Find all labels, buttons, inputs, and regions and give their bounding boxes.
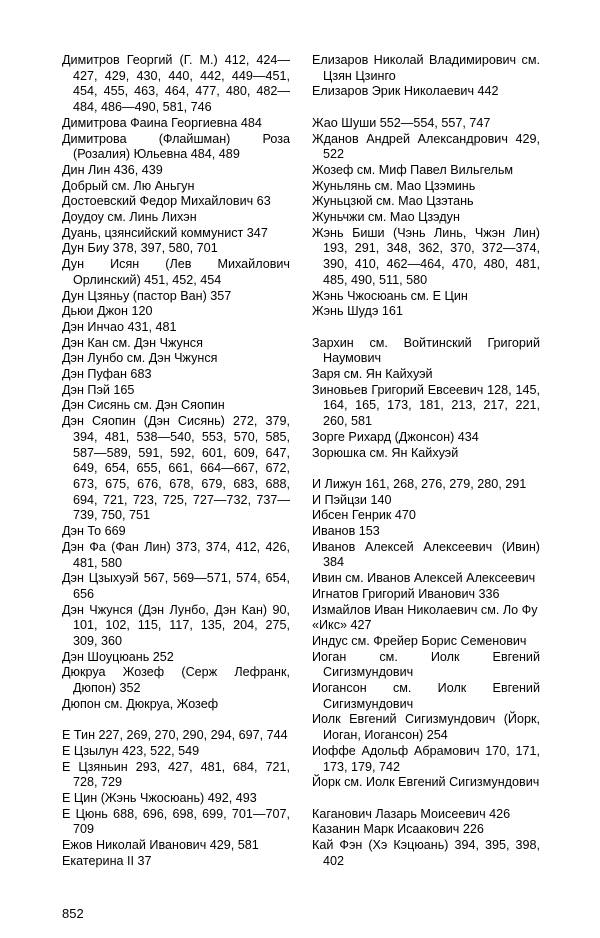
index-group bbox=[312, 807, 540, 870]
index-entry: Жданов Андрей Александрович 429, 522 bbox=[312, 131, 540, 162]
index-entry: Дэн То 669 bbox=[62, 524, 126, 539]
group-spacer bbox=[312, 100, 540, 116]
index-entry: Дин Лин 436, 439 bbox=[62, 162, 163, 177]
index-entry: Кай Фэн (Хэ Кэцюань) 394, 395, 398, 402 bbox=[312, 838, 540, 868]
index-entry: Дэн Лунбо см. Дэн Чжунся bbox=[62, 351, 218, 366]
index-entry: Е Тин 227, 269, 270, 290, 294, 697, 744 bbox=[62, 728, 288, 743]
index-entry: Дун Исян (Лев Михайлович Орлинский) 451, 452, 454 bbox=[62, 257, 290, 287]
index-entry: Димитрова Фаина Георгиевна 484 bbox=[62, 115, 262, 130]
index-entry: Доудоу см. Линь Лихэн bbox=[62, 210, 197, 225]
index-entry: Жэнь Шудэ 161 bbox=[312, 304, 403, 319]
index-group bbox=[62, 728, 290, 869]
index-entry: Екатерина II 37 bbox=[62, 853, 152, 868]
index-entry: Дэн Пэй 165 bbox=[62, 382, 135, 397]
index-entry: Казанин Марк Исаакович 226 bbox=[312, 822, 484, 837]
index-entry: Жэнь Чжосюань см. Е Цин bbox=[312, 288, 468, 303]
page-number: 852 bbox=[62, 906, 84, 921]
index-entry: «Икс» 427 bbox=[312, 618, 372, 633]
group-spacer bbox=[312, 791, 540, 807]
index-entry: Ивин см. Иванов Алексей Алексеевич bbox=[312, 571, 536, 586]
index-entry: Дэн Кан см. Дэн Чжунся bbox=[62, 335, 203, 350]
index-entry: Дэн Фа (Фан Лин) 373, 374, 412, 426, 481, 580 bbox=[62, 539, 290, 570]
index-entry: Е Цин (Жэнь Чжосюань) 492, 493 bbox=[62, 791, 257, 806]
index-entry: Достоевский Федор Михайлович 63 bbox=[62, 194, 271, 209]
index-entry: Дэн Сяопин (Дэн Сисянь) 272, 379, 394, 481, 538—540, 553, 570, 585, 587—589, 591, 592, 601, 609, 647, 649, 654, 655, 661, 664—667, 672, 673, 675, 676, 678, 679, 683, 688, 694, 721, 723, 725, 727—732, 737—739, 750, 751 bbox=[62, 414, 290, 523]
index-entry: Ибсен Генрик 470 bbox=[312, 508, 416, 523]
index-entry: Жозеф см. Миф Павел Вильгельм bbox=[312, 162, 514, 177]
index-entry: Димитров Георгий (Г. М.) 412, 424—427, 429, 430, 440, 442, 449—451, 454, 455, 463, 464, 477, 480, 482—484, 486—490, 581, 746 bbox=[62, 53, 290, 115]
index-entry: Дьюи Джон 120 bbox=[62, 304, 153, 319]
index-entry: Жуньчжи см. Мао Цзэдун bbox=[312, 210, 460, 225]
index-entry: Дэн Инчао 431, 481 bbox=[62, 319, 177, 334]
index-entry: Жуньлянь см. Мао Цзэминь bbox=[312, 178, 476, 193]
index-column-right bbox=[312, 53, 540, 870]
index-entry: Е Цзяньин 293, 427, 481, 684, 721, 728, 729 bbox=[62, 759, 290, 790]
index-entry: Е Цюнь 688, 696, 698, 699, 701—707, 709 bbox=[62, 806, 290, 837]
index-entry: Димитрова (Флайшман) Роза (Розалия) Юльевна 484, 489 bbox=[62, 131, 290, 162]
index-group bbox=[312, 116, 540, 320]
index-column-left bbox=[62, 53, 290, 870]
index-entry: Елизаров Эрик Николаевич 442 bbox=[312, 84, 499, 99]
index-entry: Елизаров Николай Владимирович см. Цзян Цзинго bbox=[312, 53, 540, 83]
index-entry: И Лижун 161, 268, 276, 279, 280, 291 bbox=[312, 476, 527, 491]
index-entry: Ежов Николай Иванович 429, 581 bbox=[62, 838, 259, 853]
index-group bbox=[312, 336, 540, 462]
index-entry: Дун Биу 378, 397, 580, 701 bbox=[62, 241, 218, 256]
index-entry: Иоффе Адольф Абрамович 170, 171, 173, 179, 742 bbox=[312, 743, 540, 774]
index-entry: Дэн Цзыхуэй 567, 569—571, 574, 654, 656 bbox=[62, 571, 290, 601]
index-entry: Жэнь Биши (Чэнь Линь, Чжэн Лин) 193, 291, 348, 362, 370, 372—374, 390, 410, 462—464, 470, 480, 481, 485, 490, 511, 580 bbox=[312, 225, 540, 287]
index-entry: Иоган см. Иолк Евгений Сигизмундович bbox=[312, 649, 540, 680]
index-entry: И Пэйцзи 140 bbox=[312, 492, 392, 507]
index-entry: Каганович Лазарь Моисеевич 426 bbox=[312, 806, 511, 821]
index-group bbox=[312, 477, 540, 791]
index-entry: Заря см. Ян Кайхуэй bbox=[312, 367, 433, 382]
group-spacer bbox=[62, 713, 290, 729]
index-entry: Жао Шуши 552—554, 557, 747 bbox=[312, 115, 491, 130]
index-entry: Иванов 153 bbox=[312, 524, 380, 539]
group-spacer bbox=[312, 461, 540, 477]
index-entry: Иогансон см. Иолк Евгений Сигизмундович bbox=[312, 681, 540, 711]
index-entry: Дэн Чжунся (Дэн Лунбо, Дэн Кан) 90, 101, 102, 115, 117, 135, 204, 275, 309, 360 bbox=[62, 602, 290, 649]
index-entry: Йорк см. Иолк Евгений Сигизмундович bbox=[312, 775, 540, 790]
index-entry: Зархин см. Войтинский Григорий Наумович bbox=[312, 335, 540, 366]
index-entry: Дун Цзяньу (пастор Ван) 357 bbox=[62, 288, 232, 303]
index-entry: Дэн Шоуцюань 252 bbox=[62, 649, 174, 664]
index-group bbox=[62, 53, 290, 713]
index-entry: Дюкруа Жозеф (Серж Лефранк, Дюпон) 352 bbox=[62, 665, 290, 696]
index-entry: Зорюшка см. Ян Кайхуэй bbox=[312, 445, 459, 460]
index-entry: Добрый см. Лю Аньгун bbox=[62, 178, 195, 193]
index-entry: Жуньцзюй см. Мао Цзэтань bbox=[312, 194, 474, 209]
index-entry: Дэн Сисянь см. Дэн Сяопин bbox=[62, 398, 225, 413]
index-entry: Индус см. Фрейер Борис Семенович bbox=[312, 633, 527, 648]
index-entry: Дуань, цзянсийский коммунист 347 bbox=[62, 225, 268, 240]
index-entry: Зорге Рихард (Джонсон) 434 bbox=[312, 429, 479, 444]
index-entry: Зиновьев Григорий Евсеевич 128, 145, 164, 165, 173, 181, 213, 217, 221, 260, 581 bbox=[312, 382, 540, 429]
index-entry: Иванов Алексей Алексеевич (Ивин) 384 bbox=[312, 539, 540, 570]
index-entry: Иолк Евгений Сигизмундович (Йорк, Иоган, Иогансон) 254 bbox=[312, 712, 540, 743]
index-entry: Игнатов Григорий Иванович 336 bbox=[312, 586, 500, 601]
index-entry: Дэн Пуфан 683 bbox=[62, 367, 152, 382]
index-entry: Измайлов Иван Николаевич см. Ло Фу bbox=[312, 602, 538, 617]
index-entry: Е Цзылун 423, 522, 549 bbox=[62, 743, 200, 758]
index-group bbox=[312, 53, 540, 100]
index-entry: Дюпон см. Дюкруа, Жозеф bbox=[62, 696, 219, 711]
group-spacer bbox=[312, 320, 540, 336]
